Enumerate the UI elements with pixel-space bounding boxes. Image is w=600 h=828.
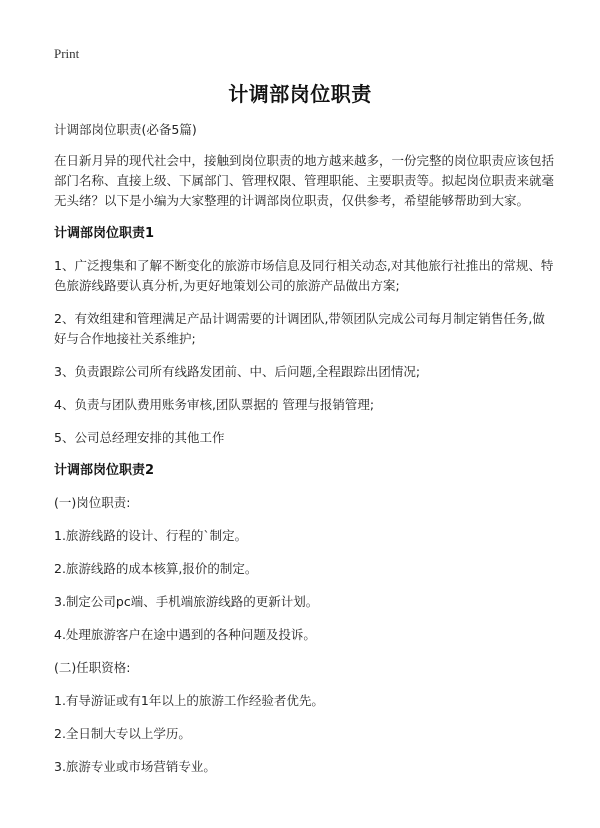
section1-item: 2、有效组建和管理满足产品计调需要的计调团队,带领团队完成公司每月制定销售任务,做好与合作地接社关系维护; <box>54 311 545 346</box>
section2-qualification-item: 2.全日制大专以上学历。 <box>54 726 191 741</box>
section2-qualification-item: 3.旅游专业或市场营销专业。 <box>54 759 216 774</box>
print-link[interactable]: Print <box>54 46 80 61</box>
section2-part2-title: (二)任职资格: <box>54 660 131 675</box>
section2-duty-item: 2.旅游线路的成本核算,报价的制定。 <box>54 561 258 576</box>
section1-item: 3、负责跟踪公司所有线路发团前、中、后问题,全程跟踪出团情况; <box>54 364 421 379</box>
section1-item: 4、负责与团队费用账务审核,团队票据的 管理与报销管理; <box>54 397 375 412</box>
section2-duty-item: 1.旅游线路的设计、行程的`制定。 <box>54 528 248 543</box>
section2-duty-item: 3.制定公司pc端、手机端旅游线路的更新计划。 <box>54 594 319 609</box>
document-body <box>54 120 554 790</box>
page-title: 计调部岗位职责 <box>228 82 372 106</box>
section2-duty-item: 4.处理旅游客户在途中遇到的各种问题及投诉。 <box>54 627 316 642</box>
intro-paragraph: 在日新月异的现代社会中，接触到岗位职责的地方越来越多，一份完整的岗位职责应该包括部门名称、直接上级、下属部门、管理权限、管理职能、主要职责等。拟起岗位职责来就毫无头绪？以下是小编为大家整理的计调部岗位职责，仅供参考，希望能够帮助到大家。 <box>54 153 555 208</box>
section-heading-2: 计调部岗位职责2 <box>54 463 155 478</box>
section1-item: 5、公司总经理安排的其他工作 <box>54 430 225 445</box>
document-subtitle: 计调部岗位职责(必备5篇) <box>54 122 197 137</box>
section2-part1-title: (一)岗位职责: <box>54 495 131 510</box>
section-heading-1: 计调部岗位职责1 <box>54 226 155 241</box>
section1-item: 1、广泛搜集和了解不断变化的旅游市场信息及同行相关动态,对其他旅行社推出的常规、特色旅游线路要认真分析,为更好地策划公司的旅游产品做出方案; <box>54 258 554 293</box>
section2-qualification-item: 1.有导游证或有1年以上的旅游工作经验者优先。 <box>54 693 324 708</box>
